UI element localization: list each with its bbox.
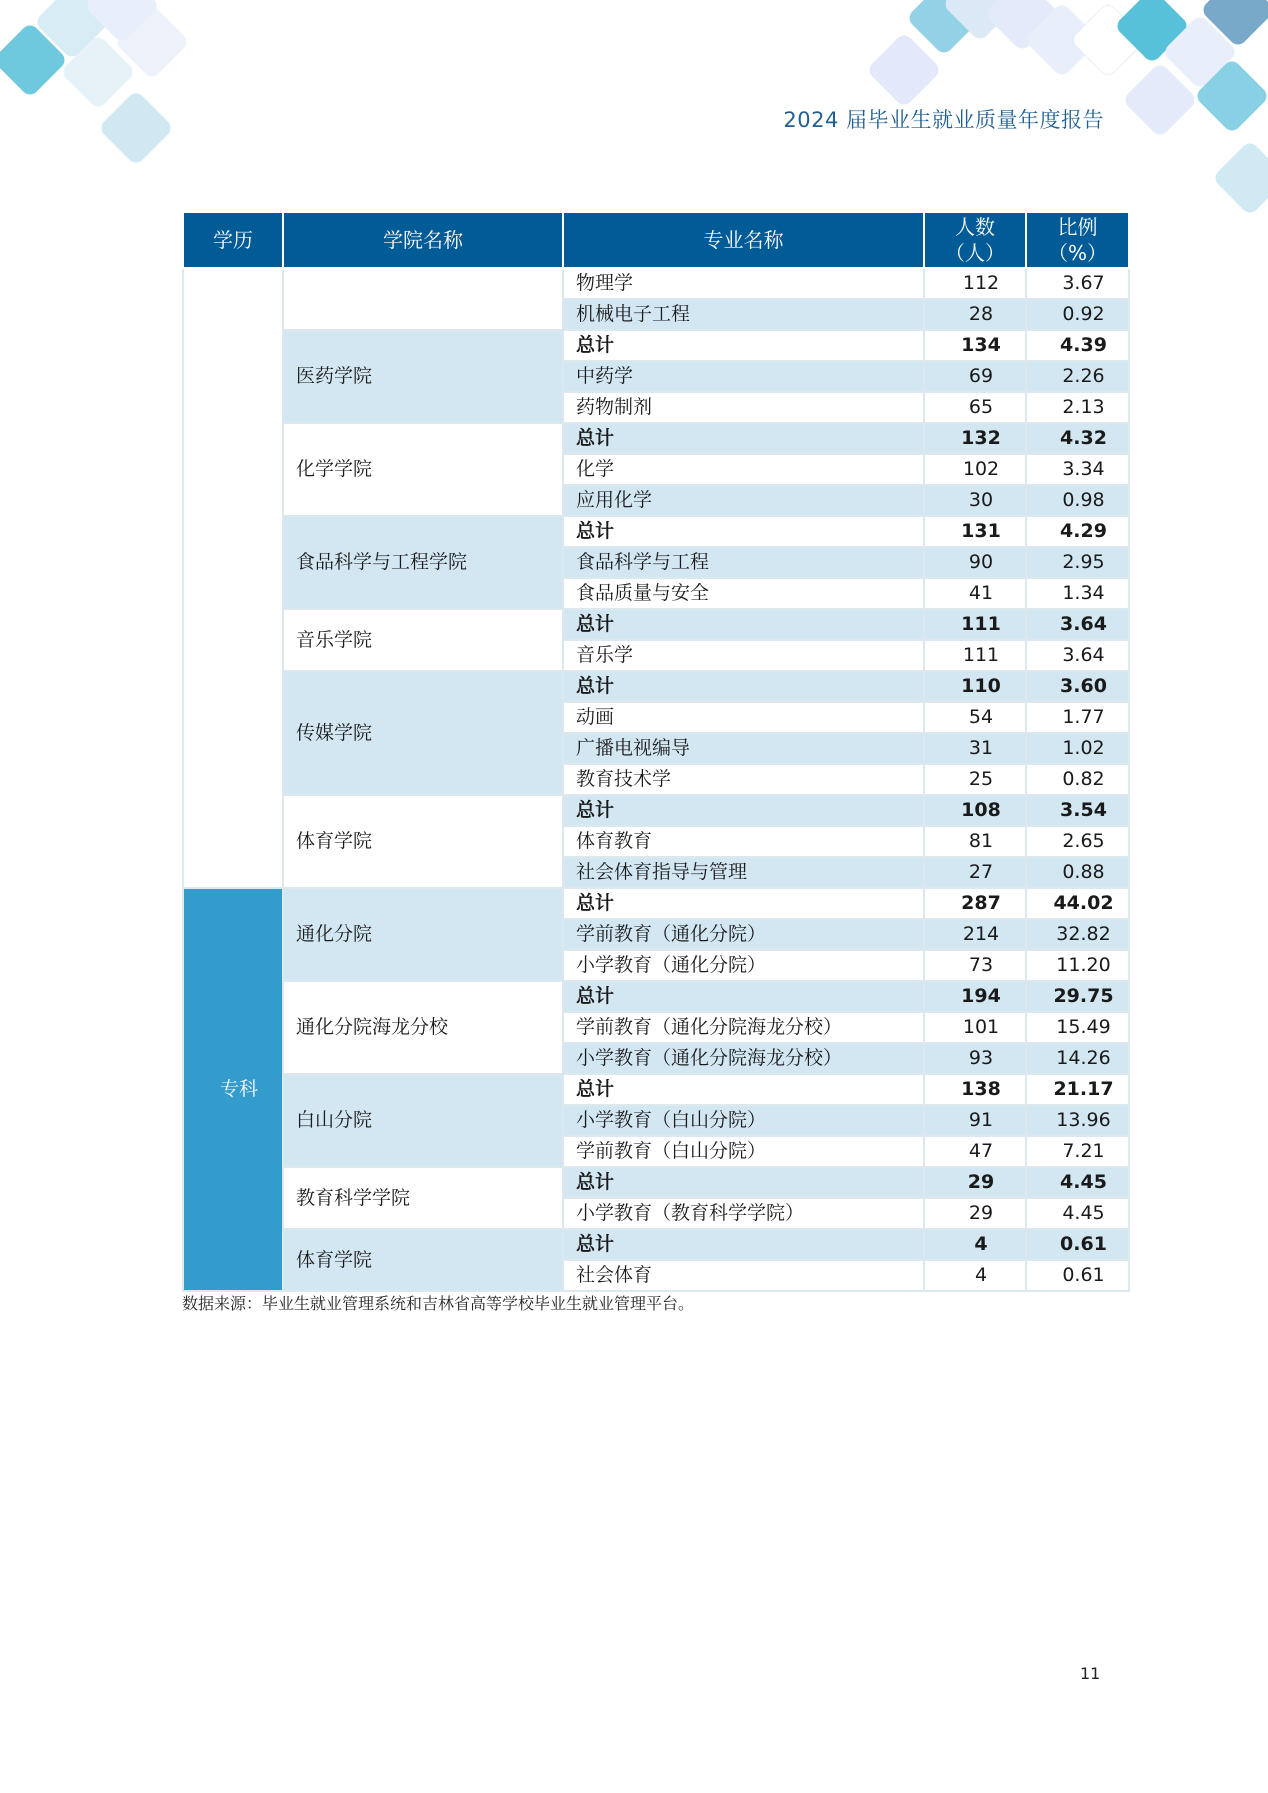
major-cell: 药物制剂 (563, 392, 924, 423)
page-number: 11 (1080, 1664, 1101, 1683)
major-cell: 食品质量与安全 (563, 578, 924, 609)
ratio-cell: 1.34 (1026, 578, 1129, 609)
ratio-cell: 0.61 (1026, 1229, 1129, 1260)
degree-cell (183, 268, 283, 888)
ratio-cell: 7.21 (1026, 1136, 1129, 1167)
ratio-cell: 4.45 (1026, 1198, 1129, 1229)
ratio-cell: 11.20 (1026, 950, 1129, 981)
major-cell: 小学教育（白山分院） (563, 1105, 924, 1136)
major-cell: 总计 (563, 888, 924, 919)
ratio-cell: 3.67 (1026, 268, 1129, 299)
major-cell: 总计 (563, 981, 924, 1012)
count-cell: 25 (924, 764, 1026, 795)
count-cell: 54 (924, 702, 1026, 733)
count-cell: 29 (924, 1167, 1026, 1198)
count-cell: 214 (924, 919, 1026, 950)
major-cell: 小学教育（通化分院） (563, 950, 924, 981)
count-cell: 91 (924, 1105, 1026, 1136)
table-row-total (183, 1229, 1129, 1260)
college-cell: 通化分院 (283, 888, 563, 981)
count-cell: 134 (924, 330, 1026, 361)
ratio-cell: 0.92 (1026, 299, 1129, 330)
count-cell: 111 (924, 640, 1026, 671)
major-cell: 总计 (563, 423, 924, 454)
ratio-cell: 2.13 (1026, 392, 1129, 423)
ratio-cell: 0.98 (1026, 485, 1129, 516)
major-cell: 音乐学 (563, 640, 924, 671)
major-cell: 广播电视编导 (563, 733, 924, 764)
college-cell (283, 268, 563, 330)
college-cell: 体育学院 (283, 1229, 563, 1291)
major-cell: 总计 (563, 1229, 924, 1260)
major-cell: 体育教育 (563, 826, 924, 857)
count-cell: 31 (924, 733, 1026, 764)
header-college: 学院名称 (283, 212, 563, 268)
ratio-cell: 1.02 (1026, 733, 1129, 764)
count-cell: 29 (924, 1198, 1026, 1229)
major-cell: 小学教育（通化分院海龙分校） (563, 1043, 924, 1074)
count-cell: 102 (924, 454, 1026, 485)
major-cell: 小学教育（教育科学学院） (563, 1198, 924, 1229)
ratio-cell: 0.82 (1026, 764, 1129, 795)
count-cell: 101 (924, 1012, 1026, 1043)
major-cell: 物理学 (563, 268, 924, 299)
count-cell: 287 (924, 888, 1026, 919)
ratio-cell: 0.61 (1026, 1260, 1129, 1291)
degree-cell-specialist: 专科 (183, 888, 283, 1291)
count-cell: 41 (924, 578, 1026, 609)
major-cell: 化学 (563, 454, 924, 485)
count-cell: 4 (924, 1260, 1026, 1291)
count-cell: 81 (924, 826, 1026, 857)
table-row-total (183, 609, 1129, 640)
major-cell: 中药学 (563, 361, 924, 392)
major-cell: 动画 (563, 702, 924, 733)
college-cell: 传媒学院 (283, 671, 563, 795)
header-ratio: 比例 （%） (1026, 212, 1129, 268)
major-cell: 社会体育指导与管理 (563, 857, 924, 888)
ratio-cell: 2.95 (1026, 547, 1129, 578)
ratio-cell: 3.34 (1026, 454, 1129, 485)
ratio-cell: 44.02 (1026, 888, 1129, 919)
table-row-total (183, 330, 1129, 361)
major-cell: 社会体育 (563, 1260, 924, 1291)
count-cell: 30 (924, 485, 1026, 516)
table-row (183, 268, 1129, 299)
college-cell: 医药学院 (283, 330, 563, 423)
count-cell: 111 (924, 609, 1026, 640)
major-cell: 总计 (563, 1074, 924, 1105)
ratio-cell: 13.96 (1026, 1105, 1129, 1136)
ratio-cell: 2.26 (1026, 361, 1129, 392)
count-cell: 28 (924, 299, 1026, 330)
table-row-total (183, 1074, 1129, 1105)
college-cell: 白山分院 (283, 1074, 563, 1167)
count-cell: 194 (924, 981, 1026, 1012)
college-cell: 通化分院海龙分校 (283, 981, 563, 1074)
count-cell: 138 (924, 1074, 1026, 1105)
count-cell: 90 (924, 547, 1026, 578)
major-cell: 总计 (563, 609, 924, 640)
college-cell: 化学学院 (283, 423, 563, 516)
count-cell: 131 (924, 516, 1026, 547)
ratio-cell: 3.60 (1026, 671, 1129, 702)
count-cell: 108 (924, 795, 1026, 826)
ratio-cell: 3.64 (1026, 640, 1129, 671)
table-row-total (183, 671, 1129, 702)
count-cell: 112 (924, 268, 1026, 299)
table-row-total (183, 1167, 1129, 1198)
ratio-cell: 21.17 (1026, 1074, 1129, 1105)
major-cell: 食品科学与工程 (563, 547, 924, 578)
table-row-total (183, 795, 1129, 826)
table-header-row (183, 212, 1129, 268)
ratio-cell: 3.54 (1026, 795, 1129, 826)
header-major: 专业名称 (563, 212, 924, 268)
major-cell: 总计 (563, 516, 924, 547)
ratio-cell: 1.77 (1026, 702, 1129, 733)
major-cell: 总计 (563, 1167, 924, 1198)
ratio-cell: 0.88 (1026, 857, 1129, 888)
ratio-cell: 4.29 (1026, 516, 1129, 547)
major-cell: 学前教育（白山分院） (563, 1136, 924, 1167)
data-source-note: 数据来源：毕业生就业管理系统和吉林省高等学校毕业生就业管理平台。 (182, 1294, 695, 1313)
major-cell: 教育技术学 (563, 764, 924, 795)
graduate-distribution-table (182, 211, 1130, 1292)
college-cell: 音乐学院 (283, 609, 563, 671)
ratio-cell: 4.39 (1026, 330, 1129, 361)
count-cell: 27 (924, 857, 1026, 888)
count-cell: 110 (924, 671, 1026, 702)
count-cell: 4 (924, 1229, 1026, 1260)
major-cell: 总计 (563, 795, 924, 826)
ratio-cell: 3.64 (1026, 609, 1129, 640)
table-row-total (183, 423, 1129, 454)
table-row-total (183, 981, 1129, 1012)
report-header-title: 2024 届毕业生就业质量年度报告 (783, 108, 1104, 132)
ratio-cell: 4.32 (1026, 423, 1129, 454)
count-cell: 65 (924, 392, 1026, 423)
major-cell: 学前教育（通化分院） (563, 919, 924, 950)
major-cell: 总计 (563, 671, 924, 702)
count-cell: 69 (924, 361, 1026, 392)
college-cell: 体育学院 (283, 795, 563, 888)
college-cell: 教育科学学院 (283, 1167, 563, 1229)
major-cell: 应用化学 (563, 485, 924, 516)
major-cell: 机械电子工程 (563, 299, 924, 330)
ratio-cell: 4.45 (1026, 1167, 1129, 1198)
ratio-cell: 2.65 (1026, 826, 1129, 857)
college-cell: 食品科学与工程学院 (283, 516, 563, 609)
ratio-cell: 29.75 (1026, 981, 1129, 1012)
count-cell: 132 (924, 423, 1026, 454)
count-cell: 93 (924, 1043, 1026, 1074)
count-cell: 47 (924, 1136, 1026, 1167)
count-cell: 73 (924, 950, 1026, 981)
major-cell: 学前教育（通化分院海龙分校） (563, 1012, 924, 1043)
ratio-cell: 14.26 (1026, 1043, 1129, 1074)
header-count: 人数 （人） (924, 212, 1026, 268)
header-degree: 学历 (183, 212, 283, 268)
ratio-cell: 15.49 (1026, 1012, 1129, 1043)
ratio-cell: 32.82 (1026, 919, 1129, 950)
major-cell: 总计 (563, 330, 924, 361)
table-row-total (183, 888, 1129, 919)
table-row-total (183, 516, 1129, 547)
